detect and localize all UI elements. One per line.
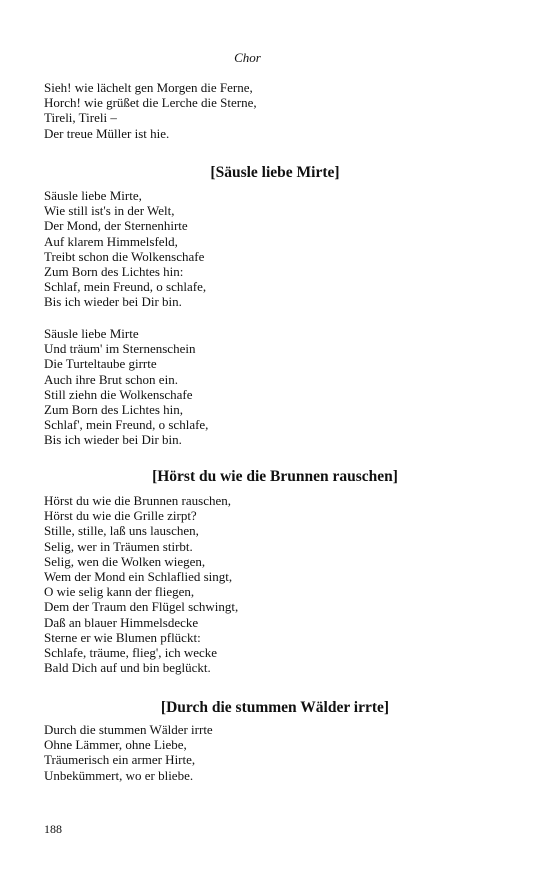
- poem-stanza: [44, 188, 504, 310]
- verse-line: Zum Born des Lichtes hin,: [44, 402, 184, 418]
- poem-title: [Hörst du wie die Brunnen rauschen]: [152, 468, 398, 485]
- poem-stanza: [44, 493, 504, 675]
- verse-line: Durch die stummen Wälder irrte: [44, 722, 213, 737]
- poem-title: [Säusle liebe Mirte]: [210, 164, 340, 181]
- verse-line: Horch! wie grüßet die Lerche die Sterne,: [44, 95, 257, 111]
- verse-line: Säusle liebe Mirte,: [44, 188, 142, 203]
- verse-line: Selig, wer in Träumen stirbt.: [44, 538, 193, 554]
- verse-line: Auch ihre Brut schon ein.: [44, 371, 178, 387]
- verse-line: Sterne er wie Blumen pflückt:: [44, 629, 201, 645]
- verse-line: Schlafe, träume, flieg', ich wecke: [44, 645, 218, 661]
- verse-line: Selig, wen die Wolken wiegen,: [44, 553, 206, 569]
- verse-line: Säusle liebe Mirte: [44, 326, 139, 341]
- verse-line: Daß an blauer Himmelsdecke: [44, 614, 199, 630]
- verse-line: Die Turteltaube girrte: [44, 356, 157, 372]
- verse-line: Bis ich wieder bei Dir bin.: [44, 432, 182, 448]
- page-number: 188: [44, 822, 62, 836]
- verse-line: Schlaf, mein Freund, o schlafe,: [44, 279, 207, 295]
- verse-line: Und träum' im Sternenschein: [44, 341, 196, 357]
- verse-line: Still ziehn die Wolkenschafe: [44, 386, 193, 402]
- verse-line: Wem der Mond ein Schlaflied singt,: [44, 569, 233, 585]
- verse-line: Der treue Müller ist hie.: [44, 125, 170, 141]
- verse-line: Zum Born des Lichtes hin:: [44, 264, 184, 280]
- poem-stanza: [44, 722, 504, 783]
- speaker-label: Chor: [234, 50, 261, 65]
- verse-line: Wie still ist's in der Welt,: [44, 203, 175, 219]
- intro-stanza: [44, 80, 504, 141]
- poem-stanza: [44, 326, 504, 448]
- verse-line: Treibt schon die Wolkenschafe: [44, 248, 205, 264]
- verse-line: Bald Dich auf und bin beglückt.: [44, 660, 211, 676]
- verse-line: Hörst du wie die Grille zirpt?: [44, 508, 197, 524]
- poem-title: [Durch die stummen Wälder irrte]: [160, 699, 390, 716]
- verse-line: Tireli, Tireli –: [44, 110, 117, 126]
- verse-line: O wie selig kann der fliegen,: [44, 584, 195, 600]
- verse-line: Träumerisch ein armer Hirte,: [44, 752, 196, 768]
- verse-line: Sieh! wie lächelt gen Morgen die Ferne,: [44, 80, 253, 95]
- verse-line: Stille, stille, laß uns lauschen,: [44, 523, 199, 539]
- verse-line: Bis ich wieder bei Dir bin.: [44, 294, 182, 310]
- verse-line: Hörst du wie die Brunnen rauschen,: [44, 493, 232, 508]
- verse-line: Schlaf', mein Freund, o schlafe,: [44, 417, 209, 433]
- verse-line: Der Mond, der Sternenhirte: [44, 218, 188, 234]
- verse-line: Ohne Lämmer, ohne Liebe,: [44, 737, 187, 753]
- verse-line: Auf klarem Himmelsfeld,: [44, 233, 178, 249]
- verse-line: Unbekümmert, wo er bliebe.: [44, 767, 194, 783]
- verse-line: Dem der Traum den Flügel schwingt,: [44, 599, 239, 615]
